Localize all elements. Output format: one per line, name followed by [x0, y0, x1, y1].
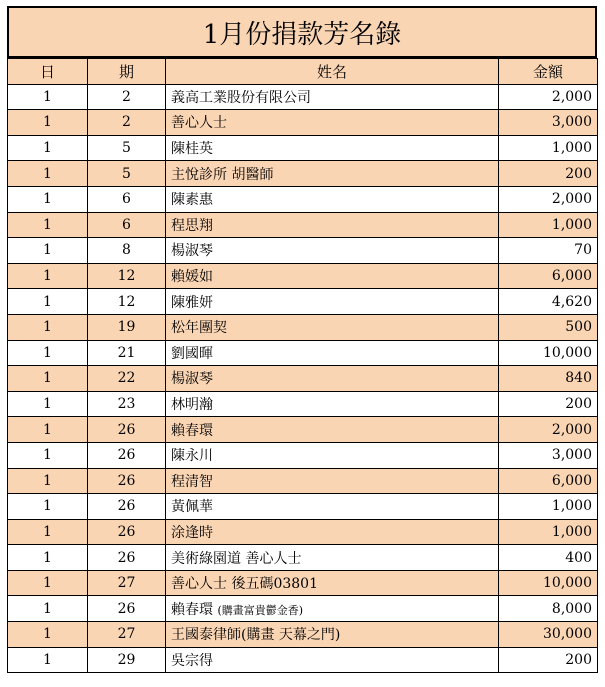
cell-amount: 3,000 — [499, 442, 598, 468]
table-row — [8, 468, 598, 494]
donor-name: 王國泰律師(購畫 天幕之門) — [171, 627, 341, 644]
donor-name: 善心人士 後五碼03801 — [171, 576, 318, 593]
cell-period: 27 — [88, 570, 166, 596]
cell-period: 29 — [88, 647, 166, 673]
column-header-amount: 金額 — [499, 59, 598, 85]
cell-day: 1 — [8, 519, 88, 545]
donor-name: 程清智 — [171, 473, 213, 490]
cell-period: 6 — [88, 186, 166, 212]
cell-period: 2 — [88, 84, 166, 110]
cell-amount: 200 — [499, 647, 598, 673]
cell-name — [166, 263, 499, 289]
cell-day: 1 — [8, 263, 88, 289]
donor-name: 賴春環 — [171, 422, 213, 439]
cell-period: 26 — [88, 417, 166, 443]
cell-period: 26 — [88, 442, 166, 468]
cell-period: 2 — [88, 110, 166, 136]
cell-day: 1 — [8, 468, 88, 494]
donor-name: 程思翔 — [171, 217, 213, 234]
cell-day: 1 — [8, 110, 88, 136]
donor-name: 楊淑琴 — [171, 371, 213, 388]
cell-day: 1 — [8, 570, 88, 596]
cell-day: 1 — [8, 340, 88, 366]
table-row — [8, 263, 598, 289]
cell-day: 1 — [8, 212, 88, 238]
cell-name — [166, 135, 499, 161]
donor-name: 吳宗得 — [171, 652, 213, 669]
cell-amount: 1,000 — [499, 519, 598, 545]
table-row — [8, 391, 598, 417]
table-row — [8, 161, 598, 187]
cell-amount: 6,000 — [499, 468, 598, 494]
donor-name: 松年團契 — [171, 320, 227, 337]
cell-name — [166, 238, 499, 264]
cell-name — [166, 622, 499, 648]
cell-name — [166, 314, 499, 340]
table-row — [8, 238, 598, 264]
cell-period: 5 — [88, 161, 166, 187]
table-row — [8, 314, 598, 340]
cell-name — [166, 596, 499, 622]
donation-sheet — [7, 6, 597, 673]
cell-day: 1 — [8, 238, 88, 264]
cell-period: 26 — [88, 545, 166, 571]
cell-amount: 6,000 — [499, 263, 598, 289]
donor-name: 林明瀚 — [171, 397, 213, 414]
header-row — [8, 59, 598, 85]
table-row — [8, 110, 598, 136]
cell-day: 1 — [8, 647, 88, 673]
donor-name: 賴春環 — [171, 601, 218, 618]
cell-name — [166, 647, 499, 673]
cell-amount: 8,000 — [499, 596, 598, 622]
column-header-period: 期 — [88, 59, 166, 85]
table-row — [8, 340, 598, 366]
cell-amount: 1,000 — [499, 135, 598, 161]
cell-day: 1 — [8, 622, 88, 648]
cell-period: 27 — [88, 622, 166, 648]
table-row — [8, 84, 598, 110]
page-title: 1月份捐款芳名錄 — [7, 6, 597, 58]
cell-amount: 70 — [499, 238, 598, 264]
cell-amount: 30,000 — [499, 622, 598, 648]
table-row — [8, 519, 598, 545]
cell-amount: 2,000 — [499, 417, 598, 443]
cell-period: 26 — [88, 596, 166, 622]
cell-name — [166, 212, 499, 238]
cell-name — [166, 391, 499, 417]
cell-day: 1 — [8, 161, 88, 187]
donor-name: 賴媛如 — [171, 269, 213, 286]
donor-name: 楊淑琴 — [171, 243, 213, 260]
cell-day: 1 — [8, 417, 88, 443]
cell-name — [166, 110, 499, 136]
cell-name — [166, 494, 499, 520]
column-header-name: 姓名 — [166, 59, 499, 85]
table-row — [8, 135, 598, 161]
cell-period: 19 — [88, 314, 166, 340]
cell-day: 1 — [8, 135, 88, 161]
donor-name: 陳素惠 — [171, 192, 213, 209]
cell-day: 1 — [8, 596, 88, 622]
cell-amount: 10,000 — [499, 340, 598, 366]
cell-period: 26 — [88, 494, 166, 520]
cell-amount: 2,000 — [499, 84, 598, 110]
cell-amount: 2,000 — [499, 186, 598, 212]
cell-period: 26 — [88, 468, 166, 494]
cell-name — [166, 84, 499, 110]
cell-period: 6 — [88, 212, 166, 238]
column-header-day: 日 — [8, 59, 88, 85]
table-row — [8, 647, 598, 673]
table-row — [8, 545, 598, 571]
cell-period: 5 — [88, 135, 166, 161]
cell-name — [166, 442, 499, 468]
donor-name: 涂逢時 — [171, 524, 213, 541]
table-row — [8, 186, 598, 212]
cell-day: 1 — [8, 84, 88, 110]
table-row — [8, 417, 598, 443]
cell-name — [166, 289, 499, 315]
donor-name: 義高工業股份有限公司 — [171, 89, 311, 106]
cell-period: 21 — [88, 340, 166, 366]
cell-amount: 200 — [499, 391, 598, 417]
donor-name: 陳永川 — [171, 448, 213, 465]
cell-amount: 400 — [499, 545, 598, 571]
donor-name: 劉國暉 — [171, 345, 213, 362]
cell-period: 23 — [88, 391, 166, 417]
cell-period: 12 — [88, 289, 166, 315]
cell-period: 22 — [88, 366, 166, 392]
cell-name — [166, 366, 499, 392]
table-row — [8, 442, 598, 468]
cell-amount: 840 — [499, 366, 598, 392]
cell-day: 1 — [8, 366, 88, 392]
cell-name — [166, 519, 499, 545]
cell-period: 8 — [88, 238, 166, 264]
table-row — [8, 366, 598, 392]
table-row — [8, 289, 598, 315]
cell-name — [166, 545, 499, 571]
table-row — [8, 570, 598, 596]
cell-amount: 4,620 — [499, 289, 598, 315]
cell-amount: 10,000 — [499, 570, 598, 596]
donor-name: 陳桂英 — [171, 141, 213, 158]
cell-amount: 3,000 — [499, 110, 598, 136]
cell-day: 1 — [8, 442, 88, 468]
cell-amount: 1,000 — [499, 494, 598, 520]
table-row — [8, 622, 598, 648]
cell-name — [166, 570, 499, 596]
cell-name — [166, 340, 499, 366]
donor-name: 主悅診所 胡醫師 — [171, 166, 274, 183]
cell-amount: 200 — [499, 161, 598, 187]
cell-day: 1 — [8, 186, 88, 212]
donor-name: 黃佩華 — [171, 499, 213, 516]
cell-day: 1 — [8, 545, 88, 571]
cell-period: 26 — [88, 519, 166, 545]
cell-day: 1 — [8, 314, 88, 340]
cell-day: 1 — [8, 494, 88, 520]
donation-table — [7, 58, 598, 673]
donor-name: 美術綠園道 善心人士 — [171, 550, 302, 567]
cell-amount: 1,000 — [499, 212, 598, 238]
cell-name — [166, 468, 499, 494]
donor-name: 陳雅妍 — [171, 294, 213, 311]
cell-day: 1 — [8, 289, 88, 315]
table-row — [8, 596, 598, 622]
cell-name — [166, 161, 499, 187]
table-row — [8, 494, 598, 520]
cell-name — [166, 417, 499, 443]
cell-name — [166, 186, 499, 212]
cell-period: 12 — [88, 263, 166, 289]
donor-name: 善心人士 — [171, 115, 227, 132]
table-row — [8, 212, 598, 238]
donor-note: (購畫富貴鬱金香) — [217, 603, 304, 617]
cell-day: 1 — [8, 391, 88, 417]
table-body — [8, 84, 598, 673]
cell-amount: 500 — [499, 314, 598, 340]
